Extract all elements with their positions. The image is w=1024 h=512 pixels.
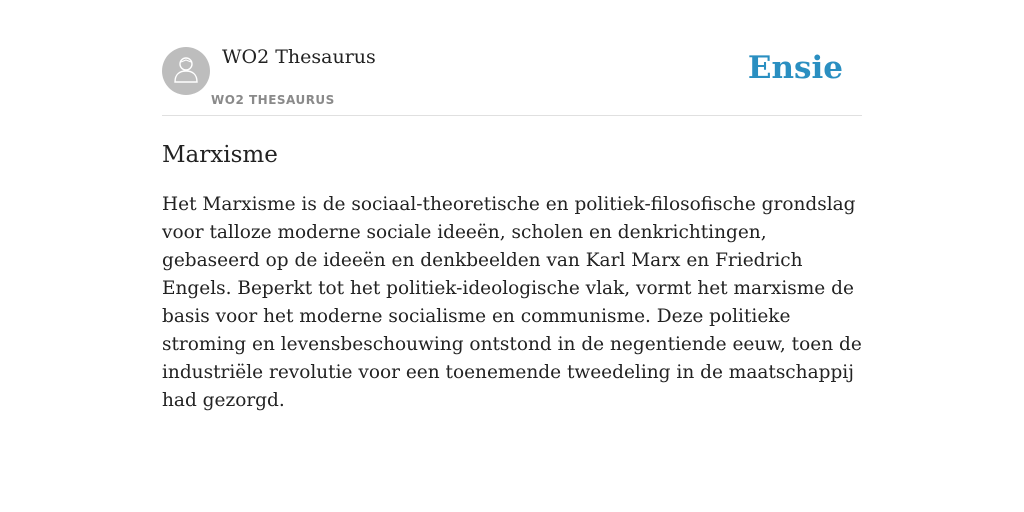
author-name[interactable]: WO2 Thesaurus: [222, 46, 376, 68]
article-card: [162, 0, 862, 415]
user-icon: [172, 54, 200, 89]
article-title: Marxisme: [162, 142, 278, 168]
author-subtitle[interactable]: WO2 THESAURUS: [211, 93, 335, 107]
ensie-logo[interactable]: Ensie: [747, 50, 843, 86]
avatar[interactable]: [162, 47, 210, 95]
article-body: Het Marxisme is de sociaal-theoretische en politiek-filosofische grondslag voor talloze moderne sociale ideeën, scholen en denkrichtingen, gebaseerd op de ideeën en denkbeelden van Karl Marx en Friedrich Engels. Beperkt tot het politiek-ideologische vlak, vormt het marxisme de basis voor het moderne socialisme en communisme. Deze politieke stroming en levensbeschouwing ontstond in de negentiende eeuw, toen de industriële revolutie voor een toenemende tweedeling in de maatschappij had gezorgd.: [162, 194, 862, 411]
article-header: [162, 0, 862, 116]
